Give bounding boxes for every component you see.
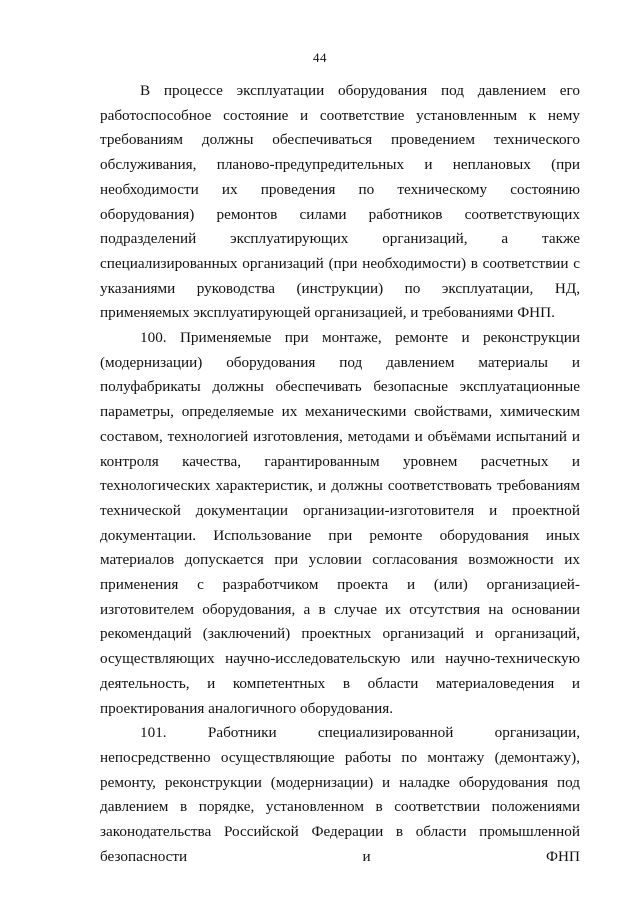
page-number: 44: [313, 50, 327, 65]
paragraph-maintenance: В процессе эксплуатации оборудования под давлением его работоспособное состояние и соответствие установленным к нему требованиям должны обеспечиваться проведением технического обслуживания, планово-предупредительных и неплановых (при необходимости их проведения по техническому состоянию оборудования) ремонтов силами работников соответствующих подразделений эксплуатирующих организаций, а также специализированных организаций (при необходимости) в соответствии с указаниями руководства (инструкции) по эксплуатации, НД, применяемых эксплуатирующей организацией, и требованиями ФНП.: [100, 82, 580, 322]
paragraph-100-materials: 100. Применяемые при монтаже, ремонте и реконструкции (модернизации) оборудования под давлением материалы и полуфабрикаты должны обеспечивать безопасные эксплуатационные параметры, определяемые их механическими свойствами, химическим составом, технологией изготовления, методами и объёмами испытаний и контроля качества, гарантированным уровнем расчетных и технологических характеристик, и должны соответствовать требованиям технической документации организации-изготовителя и проектной документации. Использование при ремонте оборудования иных материалов допускается при условии согласования возможности их применения с разработчиком проекта и (или) организацией-изготовителем оборудования, а в случае их отсутствия на основании рекомендаций (заключений) проектных организаций и организаций, осуществляющих научно-исследовательскую или научно-техническую деятельность, и компетентных в области материаловедения и проектирования аналогичного оборудования.: [100, 329, 580, 717]
paragraph-101-specialists: 101. Работники специализированной организации, непосредственно осуществляющие работы по монтажу (демонтажу), ремонту, реконструкции (модернизации) и наладке оборудования под давлением в порядке, установленном в соответствии положениями законодательства Российской Федерации в области промышленной безопасности и ФНП: [100, 724, 580, 865]
document-body: [100, 79, 580, 870]
